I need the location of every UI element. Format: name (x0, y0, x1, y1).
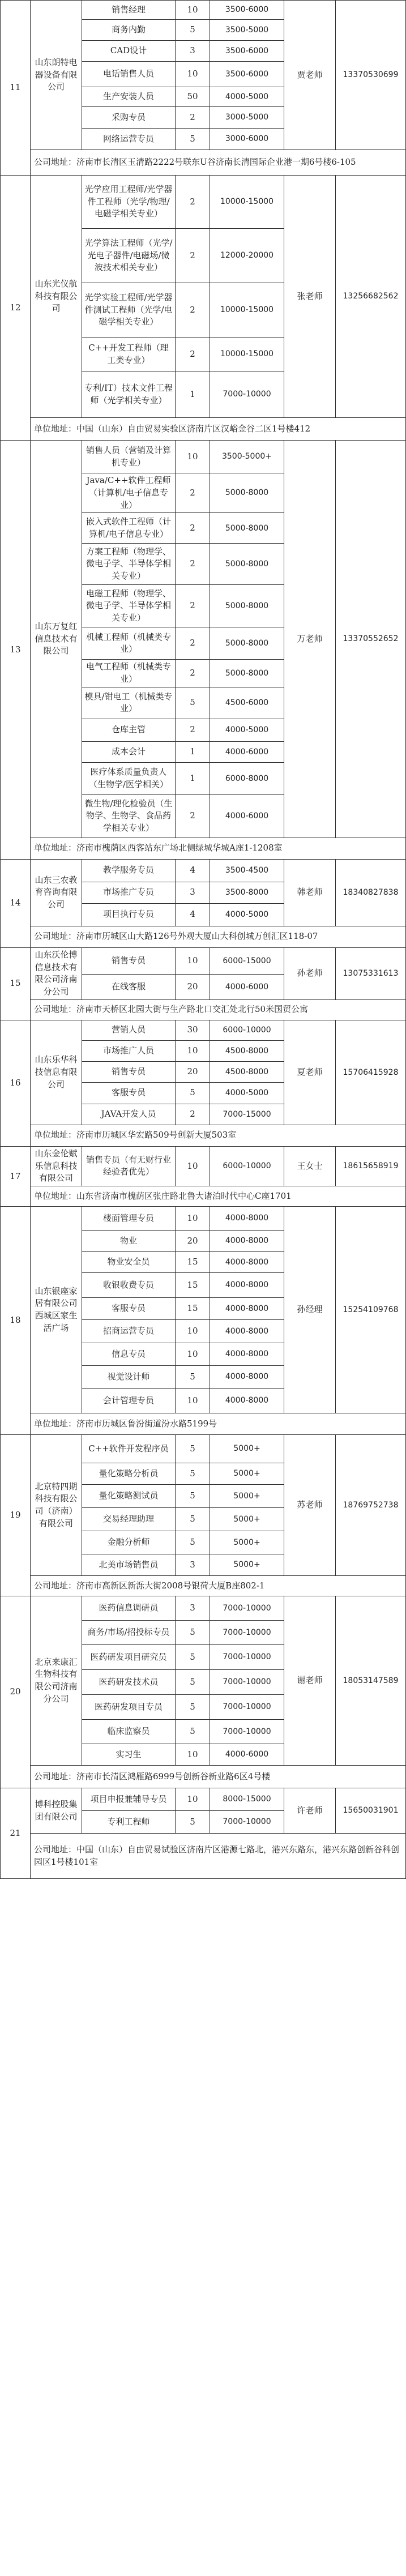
position-title: 项目申报兼辅导专员 (82, 1788, 176, 1811)
position-count: 10 (176, 1040, 210, 1061)
position-salary: 4000-8000 (210, 1273, 284, 1298)
company-name: 山东银座家居有限公司西城区家生活广场 (31, 1207, 82, 1413)
contact-person: 孙老师 (284, 947, 336, 999)
position-count: 10 (176, 1744, 210, 1766)
row-index: 19 (1, 1435, 31, 1596)
position-salary: 3500-4500 (210, 859, 284, 882)
position-count: 5 (176, 1670, 210, 1695)
position-title: 客服专员 (82, 1082, 176, 1104)
position-salary: 4000-6000 (210, 1744, 284, 1766)
position-title: 销售专员（有无财行业经验者优先） (82, 1146, 176, 1186)
position-salary: 7000-10000 (210, 1695, 284, 1720)
job-row (1, 1207, 406, 1231)
contact-phone: 18053147589 (336, 1596, 406, 1766)
job-row (1, 1788, 406, 1811)
position-salary: 3500-6000 (210, 1, 284, 20)
job-row (1, 1146, 406, 1186)
position-title: 销售专员 (82, 947, 176, 974)
address-row (1, 999, 406, 1020)
position-salary: 6000-10000 (210, 1146, 284, 1186)
position-title: 机械工程师（机械类专业） (82, 627, 176, 660)
position-title: 销售人员（营销及计算机专业） (82, 441, 176, 473)
position-salary: 8000-15000 (210, 1788, 284, 1811)
position-salary: 4000-8000 (210, 1366, 284, 1389)
position-title: 医疗体系质量负责人（生物学/医学相关） (82, 762, 176, 794)
contact-person: 韩老师 (284, 859, 336, 926)
position-count: 10 (176, 947, 210, 974)
position-title: 项目执行专员 (82, 903, 176, 926)
row-index: 20 (1, 1596, 31, 1788)
position-count: 5 (176, 1811, 210, 1834)
position-count: 10 (176, 62, 210, 87)
company-address: 单位地址：济南市历城区华宏路509号创新大厦503室 (31, 1125, 406, 1146)
contact-person: 谢老师 (284, 1596, 336, 1766)
position-salary: 7000-10000 (210, 371, 284, 418)
position-salary: 3500-5000 (210, 20, 284, 41)
position-count: 15 (176, 1273, 210, 1298)
position-title: 嵌入式软件工程师（计算机/电子信息专业） (82, 513, 176, 544)
position-count: 50 (176, 87, 210, 107)
position-salary: 10000-15000 (210, 176, 284, 229)
position-title: 北美市场销售员 (82, 1554, 176, 1576)
position-count: 5 (176, 1720, 210, 1744)
position-title: 实习生 (82, 1744, 176, 1766)
position-count: 2 (176, 513, 210, 544)
position-count: 5 (176, 1508, 210, 1531)
job-row (1, 859, 406, 882)
job-row (1, 947, 406, 974)
position-salary: 3500-6000 (210, 41, 284, 62)
company-name: 北京特四期科技有限公司（济南）有限公司 (31, 1435, 82, 1576)
position-title: 电磁工程师（物理学、微电子学、半导体学相关专业） (82, 585, 176, 627)
position-salary: 4000-8000 (210, 1207, 284, 1231)
position-title: 招商运营专员 (82, 1320, 176, 1343)
position-count: 2 (176, 283, 210, 338)
position-count: 5 (176, 1366, 210, 1389)
position-title: 成本会计 (82, 741, 176, 762)
position-count: 4 (176, 859, 210, 882)
position-count: 4 (176, 903, 210, 926)
position-count: 5 (176, 20, 210, 41)
position-salary: 5000-8000 (210, 513, 284, 544)
position-title: 专利/IT）技术文件工程师（光学相关专业） (82, 371, 176, 418)
address-row (1, 150, 406, 176)
company-address: 单位地址：中国（山东）自由贸易实验区济南片区汉峪金谷二区1号楼412 (31, 418, 406, 441)
position-title: C++软件开发程序员 (82, 1435, 176, 1463)
position-count: 10 (176, 1389, 210, 1413)
position-salary: 4000-8000 (210, 1252, 284, 1273)
position-salary: 4000-5000 (210, 87, 284, 107)
position-salary: 4000-6000 (210, 741, 284, 762)
position-count: 1 (176, 371, 210, 418)
company-address: 单位地址：山东省济南市槐荫区张庄路北鲁大诸泊时代中心C座1701 (31, 1186, 406, 1207)
job-row (1, 441, 406, 473)
company-name: 博科控股集团有限公司 (31, 1788, 82, 1834)
address-row (1, 1413, 406, 1435)
address-row (1, 418, 406, 441)
position-salary: 5000+ (210, 1463, 284, 1485)
contact-phone: 15254109768 (336, 1207, 406, 1413)
contact-person: 万老师 (284, 441, 336, 838)
company-address: 公司地址：济南市天桥区北园大街与生产路北口交汇处北行50米国贸公寓 (31, 999, 406, 1020)
contact-person: 贾老师 (284, 1, 336, 150)
position-title: 金融分析师 (82, 1531, 176, 1554)
position-title: 光学应用工程师/光学器件工程师（光学/物理/电磁学相关专业） (82, 176, 176, 229)
position-title: 电话销售人员 (82, 62, 176, 87)
position-salary: 7000-10000 (210, 1596, 284, 1621)
position-salary: 5000-8000 (210, 627, 284, 660)
contact-phone: 18615658919 (336, 1146, 406, 1186)
contact-phone: 13256682562 (336, 176, 406, 418)
position-salary: 6000-8000 (210, 762, 284, 794)
position-title: 电气工程师（机械类专业） (82, 660, 176, 687)
row-index: 17 (1, 1146, 31, 1206)
position-title: 光学实验工程师/光学器件测试工程师（光学/电磁学相关专业） (82, 283, 176, 338)
position-salary: 5000+ (210, 1435, 284, 1463)
position-salary: 4000-6000 (210, 974, 284, 999)
position-salary: 4000-8000 (210, 1389, 284, 1413)
job-row (1, 176, 406, 229)
row-index: 16 (1, 1020, 31, 1146)
company-address: 单位地址：济南市历城区鲁汾街道汾水路5199号 (31, 1413, 406, 1435)
position-title: C++开发工程师（理工类专业） (82, 338, 176, 371)
position-title: 教学服务专员 (82, 859, 176, 882)
position-salary: 10000-15000 (210, 338, 284, 371)
position-count: 5 (176, 1435, 210, 1463)
position-count: 5 (176, 1485, 210, 1508)
position-salary: 5000-8000 (210, 473, 284, 513)
position-title: 量化策略分析员 (82, 1463, 176, 1485)
position-title: 市场推广专员 (82, 882, 176, 903)
position-count: 2 (176, 338, 210, 371)
position-count: 30 (176, 1020, 210, 1040)
position-salary: 7000-10000 (210, 1621, 284, 1645)
position-count: 2 (176, 473, 210, 513)
position-count: 2 (176, 660, 210, 687)
position-count: 5 (176, 1645, 210, 1670)
position-title: 微生物/理化检验员（生物学、生物学、食品药学相关专业） (82, 794, 176, 838)
row-index: 21 (1, 1788, 31, 1879)
position-count: 10 (176, 1146, 210, 1186)
position-title: 销售经理 (82, 1, 176, 20)
job-row (1, 1, 406, 20)
position-title: 方案工程师（物理学、微电子学、半导体学相关专业） (82, 544, 176, 585)
position-title: 销售专员 (82, 1061, 176, 1082)
position-count: 20 (176, 1061, 210, 1082)
position-title: Java/C++软件工程师（计算机/电子信息专业） (82, 473, 176, 513)
company-name: 山东乐华科技信息有限公司 (31, 1020, 82, 1125)
position-salary: 4000-8000 (210, 1231, 284, 1252)
contact-person: 孙经理 (284, 1207, 336, 1413)
address-row (1, 1186, 406, 1207)
position-count: 10 (176, 1, 210, 20)
position-count: 2 (176, 794, 210, 838)
contact-person: 张老师 (284, 176, 336, 418)
position-title: 模具/钳电工（机械类专业） (82, 687, 176, 719)
position-count: 2 (176, 176, 210, 229)
position-salary: 12000-20000 (210, 229, 284, 283)
position-salary: 5000-8000 (210, 660, 284, 687)
row-index: 15 (1, 947, 31, 1020)
position-count: 1 (176, 762, 210, 794)
position-title: 量化策略测试员 (82, 1485, 176, 1508)
position-count: 1 (176, 741, 210, 762)
company-name: 山东沃伦博信息技术有限公司济南分公司 (31, 947, 82, 999)
position-title: 物业 (82, 1231, 176, 1252)
contact-phone: 15706415928 (336, 1020, 406, 1125)
company-name: 山东朗特电器设备有限公司 (31, 1, 82, 150)
position-title: 光学算法工程师（光学/光电子器件/电磁场/微波技术相关专业） (82, 229, 176, 283)
position-title: 仓库主管 (82, 719, 176, 741)
position-salary: 6000-15000 (210, 947, 284, 974)
company-address: 单位地址：济南市槐荫区西客站东广场北侧绿城华城A座1-1208室 (31, 838, 406, 859)
position-count: 2 (176, 107, 210, 129)
row-index: 14 (1, 859, 31, 947)
position-title: 客服专员 (82, 1298, 176, 1320)
position-salary: 5000+ (210, 1554, 284, 1576)
position-title: 市场推广人员 (82, 1040, 176, 1061)
position-count: 2 (176, 627, 210, 660)
position-count: 5 (176, 129, 210, 150)
job-row (1, 1596, 406, 1621)
contact-phone: 13370530699 (336, 1, 406, 150)
position-count: 3 (176, 1554, 210, 1576)
company-address: 公司地址：中国（山东）自由贸易试验区济南片区港源七路北，港兴东路东，港兴东路创新谷科创园区1号楼101室 (31, 1834, 406, 1879)
address-row (1, 1125, 406, 1146)
position-salary: 7000-10000 (210, 1670, 284, 1695)
position-salary: 4000-8000 (210, 1298, 284, 1320)
contact-person: 苏老师 (284, 1435, 336, 1576)
position-salary: 5000-8000 (210, 585, 284, 627)
position-count: 10 (176, 1788, 210, 1811)
position-title: 视觉设计师 (82, 1366, 176, 1389)
position-title: 信息专员 (82, 1343, 176, 1366)
position-salary: 5000+ (210, 1508, 284, 1531)
position-count: 5 (176, 1621, 210, 1645)
company-name: 山东金伦赋乐信息科技有限公司 (31, 1146, 82, 1186)
position-salary: 3000-5000 (210, 107, 284, 129)
position-count: 15 (176, 1252, 210, 1273)
position-title: 医药研发项目专员 (82, 1695, 176, 1720)
position-salary: 6000-10000 (210, 1020, 284, 1040)
position-count: 5 (176, 1531, 210, 1554)
position-salary: 7000-10000 (210, 1645, 284, 1670)
position-title: 楼面管理专员 (82, 1207, 176, 1231)
company-address: 公司地址：济南市历城区山大路126号外观大厦山大科创城万创汇区118-07 (31, 926, 406, 947)
position-count: 2 (176, 229, 210, 283)
position-salary: 3500-5000+ (210, 441, 284, 473)
address-row (1, 838, 406, 859)
position-salary: 4000-8000 (210, 1343, 284, 1366)
row-index: 18 (1, 1207, 31, 1435)
position-title: 医药信息调研员 (82, 1596, 176, 1621)
position-salary: 10000-15000 (210, 283, 284, 338)
company-address: 公司地址：济南市长清区玉清路2222号联东U谷济南长清国际企业港一期6号楼6-105 (31, 150, 406, 176)
contact-phone: 18769752738 (336, 1435, 406, 1576)
position-title: 商务内勤 (82, 20, 176, 41)
position-salary: 5000+ (210, 1531, 284, 1554)
contact-person: 王女士 (284, 1146, 336, 1186)
position-salary: 4500-8000 (210, 1040, 284, 1061)
address-row (1, 1834, 406, 1879)
position-salary: 4500-8000 (210, 1061, 284, 1082)
contact-phone: 15650031901 (336, 1788, 406, 1834)
address-row (1, 1766, 406, 1788)
position-count: 2 (176, 719, 210, 741)
position-title: 会计管理专员 (82, 1389, 176, 1413)
position-salary: 4000-5000 (210, 1082, 284, 1104)
position-title: 在线客服 (82, 974, 176, 999)
position-salary: 4000-5000 (210, 903, 284, 926)
position-salary: 7000-15000 (210, 1104, 284, 1125)
row-index: 12 (1, 176, 31, 441)
position-title: JAVA开发人员 (82, 1104, 176, 1125)
position-count: 10 (176, 441, 210, 473)
job-row (1, 1435, 406, 1463)
row-index: 11 (1, 1, 31, 176)
position-count: 15 (176, 1298, 210, 1320)
position-title: 临床监察员 (82, 1720, 176, 1744)
position-title: 商务/市场/招投标专员 (82, 1621, 176, 1645)
position-count: 5 (176, 687, 210, 719)
position-count: 2 (176, 544, 210, 585)
position-count: 5 (176, 1463, 210, 1485)
position-salary: 4500-6000 (210, 687, 284, 719)
position-salary: 3500-8000 (210, 882, 284, 903)
position-count: 3 (176, 882, 210, 903)
position-count: 10 (176, 1343, 210, 1366)
company-name: 北京来康汇生物科技有限公司济南分公司 (31, 1596, 82, 1766)
position-count: 3 (176, 1596, 210, 1621)
position-count: 5 (176, 1695, 210, 1720)
contact-phone: 18340827838 (336, 859, 406, 926)
position-count: 5 (176, 1082, 210, 1104)
position-title: 收银收费专员 (82, 1273, 176, 1298)
position-title: 采购专员 (82, 107, 176, 129)
position-count: 10 (176, 1320, 210, 1343)
position-title: 生产安装人员 (82, 87, 176, 107)
job-row (1, 1020, 406, 1040)
position-title: 营销人员 (82, 1020, 176, 1040)
position-salary: 5000-8000 (210, 544, 284, 585)
contact-person: 夏老师 (284, 1020, 336, 1125)
position-count: 3 (176, 41, 210, 62)
row-index: 13 (1, 441, 31, 860)
address-row (1, 1576, 406, 1596)
position-count: 10 (176, 1207, 210, 1231)
position-salary: 3500-6000 (210, 62, 284, 87)
position-salary: 4000-8000 (210, 1320, 284, 1343)
position-salary: 7000-10000 (210, 1720, 284, 1744)
position-title: 医药研发项目研究员 (82, 1645, 176, 1670)
company-name: 山东三农教育咨询有限公司 (31, 859, 82, 926)
position-title: 物业安全员 (82, 1252, 176, 1273)
position-title: 专利工程师 (82, 1811, 176, 1834)
company-address: 公司地址：济南市长清区鸿雁路6999号创新谷新业路6区4号楼 (31, 1766, 406, 1788)
position-count: 2 (176, 585, 210, 627)
position-salary: 7000-10000 (210, 1811, 284, 1834)
company-name: 山东光仪航科技有限公司 (31, 176, 82, 418)
company-address: 公司地址：济南市高新区新泺大街2008号银荷大厦B座802-1 (31, 1576, 406, 1596)
position-title: 网络运营专员 (82, 129, 176, 150)
position-count: 2 (176, 1104, 210, 1125)
position-salary: 3000-6000 (210, 129, 284, 150)
contact-person: 许老师 (284, 1788, 336, 1834)
company-name: 山东万复红信息技术有限公司 (31, 441, 82, 838)
contact-phone: 13075331613 (336, 947, 406, 999)
position-salary: 4000-5000 (210, 719, 284, 741)
position-title: CAD设计 (82, 41, 176, 62)
position-count: 20 (176, 1231, 210, 1252)
address-row (1, 926, 406, 947)
position-count: 20 (176, 974, 210, 999)
position-salary: 5000+ (210, 1485, 284, 1508)
position-salary: 4000-6000 (210, 794, 284, 838)
position-title: 医药研发技术员 (82, 1670, 176, 1695)
contact-phone: 13370552652 (336, 441, 406, 838)
position-title: 交易经理助理 (82, 1508, 176, 1531)
